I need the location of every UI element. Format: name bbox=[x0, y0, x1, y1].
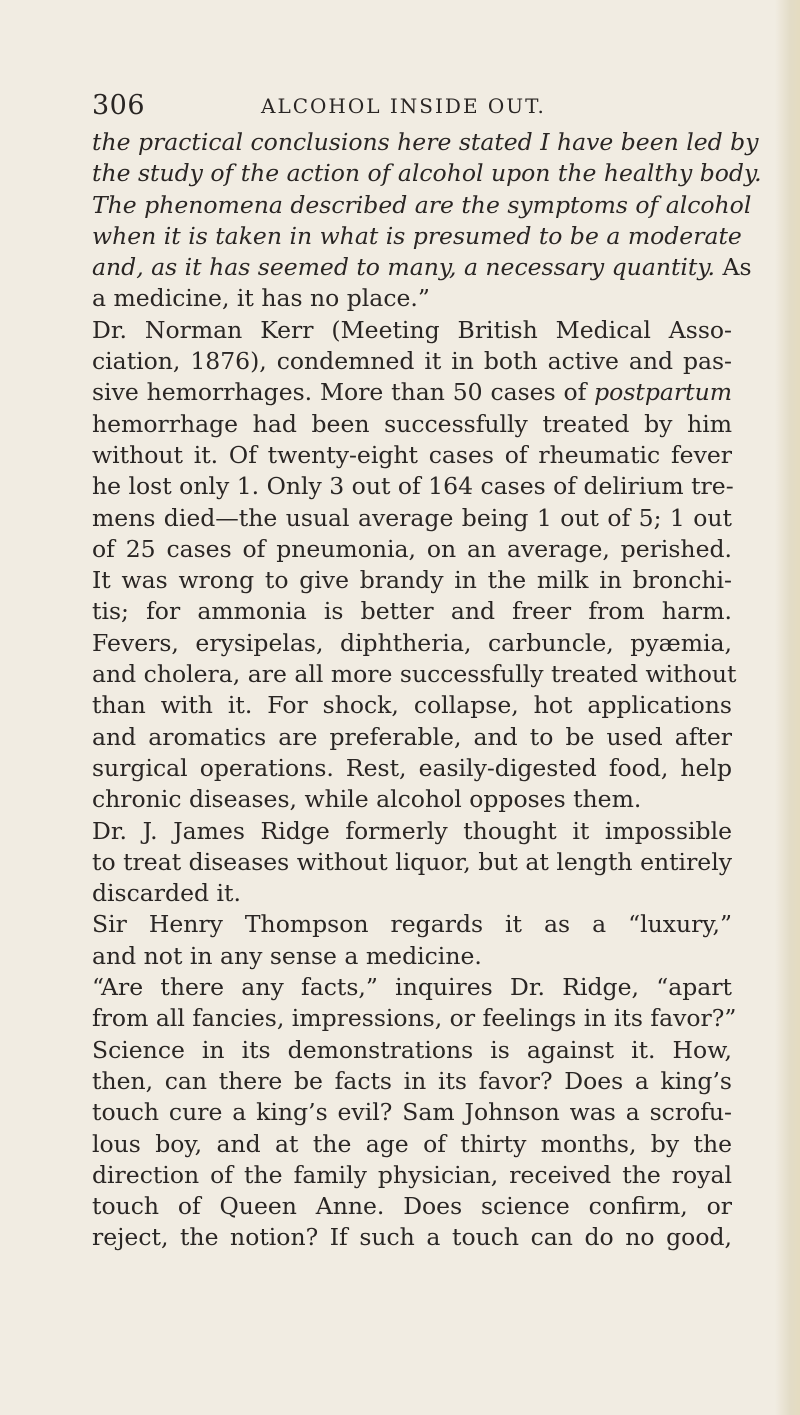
body-text bbox=[92, 127, 762, 1254]
text-line bbox=[92, 1191, 732, 1222]
text-run: from all fancies, impressions, or feelings in its favor?” bbox=[92, 1004, 737, 1033]
text-line bbox=[92, 1097, 732, 1128]
text-run: ciation, 1876), condemned it in both active and pas- bbox=[92, 347, 732, 376]
text-run: without it. Of twenty-eight cases of rheumatic fever bbox=[92, 440, 732, 469]
text-run: lous boy, and at the age of thirty months, by the bbox=[92, 1129, 732, 1158]
text-run: Dr. Norman Kerr (Meeting British Medical Asso- bbox=[92, 315, 732, 344]
text-line bbox=[92, 221, 742, 252]
italic-text: the practical conclusions here stated I have been led by bbox=[92, 128, 759, 156]
running-head: ALCOHOL INSIDE OUT. bbox=[261, 94, 546, 118]
text-run: then, can there be facts in its favor? Does a king’s bbox=[92, 1066, 732, 1095]
text-line bbox=[92, 847, 732, 878]
text-line bbox=[92, 628, 732, 659]
text-line bbox=[92, 1160, 732, 1191]
text-run: and cholera, are all more successfully treated without bbox=[92, 660, 737, 689]
text-run: As bbox=[715, 253, 752, 282]
text-line bbox=[92, 659, 737, 690]
text-line bbox=[92, 1066, 732, 1097]
text-line bbox=[92, 1129, 732, 1160]
text-line bbox=[92, 440, 732, 471]
text-run: surgical operations. Rest, easily-digested food, help bbox=[92, 753, 732, 782]
page-number: 306 bbox=[92, 90, 146, 121]
text-run: sive hemorrhages. More than 50 cases of bbox=[92, 378, 595, 407]
text-run: discarded it. bbox=[92, 879, 241, 908]
text-line bbox=[92, 409, 732, 440]
italic-text: the study of the action of alcohol upon the healthy body. bbox=[92, 159, 762, 188]
text-line bbox=[92, 565, 732, 596]
text-line bbox=[92, 909, 732, 940]
text-run: touch of Queen Anne. Does science confirm, or bbox=[92, 1192, 732, 1221]
text-line bbox=[92, 471, 732, 502]
text-run: to treat diseases without liquor, but at length entirely bbox=[92, 847, 732, 876]
text-line bbox=[92, 878, 732, 909]
page-header bbox=[92, 90, 732, 130]
text-line bbox=[92, 816, 732, 847]
text-run: touch cure a king’s evil? Sam Johnson was a scrofu- bbox=[92, 1098, 732, 1127]
text-run: hemorrhage had been successfully treated by him bbox=[92, 409, 732, 438]
text-run: Sir Henry Thompson regards it as a “luxury,” bbox=[92, 910, 732, 939]
text-run: reject, the notion? If such a touch can do no good, bbox=[92, 1223, 732, 1252]
text-run: Dr. J. James Ridge formerly thought it impossible bbox=[92, 816, 732, 845]
text-line bbox=[92, 690, 732, 721]
text-run: a medicine, it has no place.” bbox=[92, 284, 430, 313]
text-line bbox=[92, 1003, 737, 1034]
text-line bbox=[92, 596, 732, 627]
italic-text: postpartum bbox=[594, 378, 732, 407]
text-line bbox=[92, 158, 762, 189]
text-run: tis; for ammonia is better and freer from harm. bbox=[92, 597, 732, 626]
text-line bbox=[92, 1035, 732, 1066]
text-run: Fevers, erysipelas, diphtheria, carbuncle, pyæmia, bbox=[92, 628, 732, 657]
italic-text: and, as it has seemed to many, a necessary quantity. bbox=[92, 253, 715, 282]
text-run: he lost only 1. Only 3 out of 164 cases of delirium tre- bbox=[92, 472, 734, 501]
italic-text: when it is taken in what is presumed to be a moderate bbox=[92, 221, 742, 250]
text-run: than with it. For shock, collapse, hot applications bbox=[92, 691, 732, 720]
text-line bbox=[92, 972, 732, 1003]
text-line bbox=[92, 190, 752, 221]
text-run: It was wrong to give brandy in the milk in bronchi- bbox=[92, 566, 732, 595]
text-run: and not in any sense a medicine. bbox=[92, 941, 482, 970]
text-run: Science in its demonstrations is against it. How, bbox=[92, 1035, 732, 1064]
text-line bbox=[92, 346, 732, 377]
text-line bbox=[92, 722, 732, 753]
text-run: “Are there any facts,” inquires Dr. Ridge, “apart bbox=[92, 973, 732, 1002]
text-run: chronic diseases, while alcohol opposes them. bbox=[92, 785, 642, 814]
text-run: mens died—the usual average being 1 out of 5; 1 out bbox=[92, 503, 732, 532]
text-line bbox=[92, 377, 732, 408]
text-line bbox=[92, 534, 732, 565]
italic-text: The phenomena described are the symptoms of alcohol bbox=[92, 190, 752, 219]
text-line bbox=[92, 753, 732, 784]
text-line bbox=[92, 127, 759, 158]
text-line bbox=[92, 252, 752, 283]
text-line bbox=[92, 283, 732, 314]
text-line bbox=[92, 503, 732, 534]
text-line bbox=[92, 315, 732, 346]
text-line bbox=[92, 1222, 732, 1253]
text-line bbox=[92, 941, 732, 972]
text-run: direction of the family physician, received the royal bbox=[92, 1160, 732, 1189]
text-line bbox=[92, 784, 732, 815]
text-run: and aromatics are preferable, and to be used after bbox=[92, 722, 732, 751]
text-run: of 25 cases of pneumonia, on an average, perished. bbox=[92, 534, 732, 563]
